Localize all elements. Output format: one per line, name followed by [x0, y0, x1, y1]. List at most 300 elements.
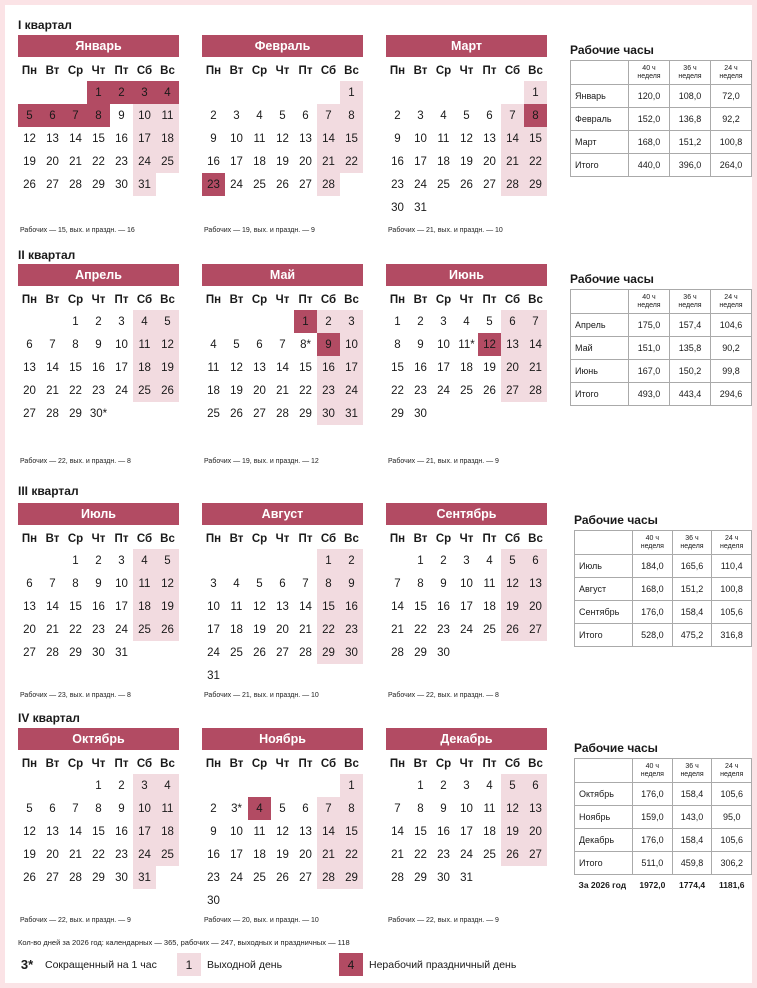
day-cell: 3 — [118, 554, 125, 567]
day-cell: 24 — [437, 384, 450, 397]
day-cell: 7 — [394, 577, 401, 590]
day-cell: 31 — [414, 201, 427, 214]
day-cell: 26 — [276, 178, 289, 191]
weekday-header: Пн — [21, 294, 38, 306]
hours-row-label: Февраль — [571, 108, 629, 131]
weekend-day-cell: 18 — [156, 127, 179, 150]
day-cell: 24 — [230, 178, 243, 191]
weekend-day-cell: 3 — [340, 310, 363, 333]
day-cell: 13 — [483, 132, 496, 145]
day-cell: 26 — [23, 871, 36, 884]
day-cell: 22 — [92, 848, 105, 861]
holiday-day-cell: 9 — [317, 333, 340, 356]
hours-row — [571, 383, 752, 406]
day-cell: 3* — [231, 802, 242, 815]
day-cell: 17 — [437, 361, 450, 374]
month-name: Сентябрь — [386, 503, 547, 525]
weekday-header: Вс — [160, 294, 175, 306]
weekend-day-cell: 5 — [501, 774, 524, 797]
weekend-day-cell: 25 — [133, 379, 156, 402]
day-cell: 16 — [437, 600, 450, 613]
weekend-day-cell: 14 — [501, 127, 524, 150]
day-cell: 26 — [276, 871, 289, 884]
weekday-header: Ср — [67, 758, 84, 770]
day-cell: 23 — [437, 848, 450, 861]
hours-row-label: Октябрь — [575, 783, 633, 806]
weekday-header: Сб — [320, 533, 337, 545]
weekday-header: Пн — [389, 533, 406, 545]
weekday-header: Ср — [435, 294, 452, 306]
hours-value: 493,0 — [629, 383, 670, 406]
hours-column-header: 36 ч неделя — [670, 290, 711, 314]
day-cell: 19 — [23, 155, 36, 168]
month-summary: Рабочих — 22, вых. и праздн. — 8 — [20, 458, 131, 465]
weekend-day-cell: 22 — [340, 150, 363, 173]
day-cell: 27 — [46, 871, 59, 884]
weekend-day-cell: 19 — [156, 356, 179, 379]
day-cell: 23 — [391, 178, 404, 191]
day-cell: 3 — [440, 315, 447, 328]
hours-row — [575, 624, 752, 647]
weekend-day-cell: 22 — [340, 843, 363, 866]
hours-value: 306,2 — [712, 852, 752, 875]
hours-row — [575, 783, 752, 806]
hours-value: 475,2 — [672, 624, 712, 647]
day-cell: 20 — [276, 623, 289, 636]
weekend-day-cell: 21 — [501, 150, 524, 173]
day-cell: 26 — [23, 178, 36, 191]
hours-value: 511,0 — [633, 852, 673, 875]
day-cell: 8 — [95, 802, 102, 815]
day-cell: 11 — [437, 132, 450, 145]
hours-value: 110,4 — [712, 555, 752, 578]
day-cell: 19 — [253, 623, 266, 636]
hours-header-blank — [571, 290, 629, 314]
weekday-header: Ср — [251, 533, 268, 545]
day-cell: 29 — [391, 407, 404, 420]
weekend-day-cell: 9 — [340, 572, 363, 595]
hours-value: 151,2 — [670, 131, 711, 154]
weekday-header: Пн — [205, 758, 222, 770]
day-cell: 21 — [46, 623, 59, 636]
calendar-page — [5, 5, 752, 983]
hours-row-label: Сентябрь — [575, 601, 633, 624]
month-summary: Рабочих — 21, вых. и праздн. — 10 — [388, 227, 503, 234]
day-cell: 28 — [46, 407, 59, 420]
day-cell: 28 — [69, 178, 82, 191]
hours-row-label: Итого — [571, 383, 629, 406]
day-cell: 5 — [279, 802, 286, 815]
hours-row — [575, 601, 752, 624]
day-cell: 17 — [230, 848, 243, 861]
day-cell: 1 — [72, 554, 79, 567]
day-cell: 31 — [207, 669, 220, 682]
year-total-row — [575, 875, 752, 895]
hours-column-header: 36 ч неделя — [670, 61, 711, 85]
day-grid — [386, 529, 547, 664]
day-cell: 3 — [233, 109, 240, 122]
day-cell: 2 — [210, 802, 217, 815]
weekday-header: Вс — [344, 758, 359, 770]
weekday-header: Вс — [160, 758, 175, 770]
day-cell: 20 — [299, 155, 312, 168]
day-cell: 29 — [92, 178, 105, 191]
day-cell: 14 — [299, 600, 312, 613]
day-cell: 2 — [394, 109, 401, 122]
weekend-day-cell: 2 — [317, 310, 340, 333]
weekend-day-cell: 3 — [133, 774, 156, 797]
hours-row — [575, 829, 752, 852]
holiday-day-cell: 3 — [133, 81, 156, 104]
year-total-value: 1774,4 — [679, 879, 706, 890]
day-cell: 24 — [414, 178, 427, 191]
weekday-header: Сб — [504, 294, 521, 306]
day-cell: 28 — [69, 871, 82, 884]
hours-column-header: 40 ч неделя — [629, 61, 670, 85]
month-name: Октябрь — [18, 728, 179, 750]
hours-value: 158,4 — [672, 829, 712, 852]
hours-row — [575, 555, 752, 578]
weekend-day-cell: 15 — [524, 127, 547, 150]
day-cell: 6 — [26, 577, 33, 590]
day-cell: 16 — [115, 132, 128, 145]
weekday-header: Ср — [67, 533, 84, 545]
weekday-header: Ср — [251, 294, 268, 306]
day-cell: 9 — [118, 802, 125, 815]
weekday-header: Вт — [229, 294, 244, 306]
day-cell: 10 — [460, 577, 473, 590]
hours-value: 135,8 — [670, 337, 711, 360]
day-grid — [386, 754, 547, 889]
weekday-header: Пн — [21, 65, 38, 77]
weekday-header: Вс — [344, 533, 359, 545]
day-cell: 24 — [207, 646, 220, 659]
day-cell: 25 — [253, 871, 266, 884]
weekday-header: Чт — [275, 294, 290, 306]
month-name: Июнь — [386, 264, 547, 286]
hours-value: 100,8 — [711, 131, 752, 154]
day-cell: 15 — [414, 825, 427, 838]
day-cell: 21 — [391, 623, 404, 636]
day-cell: 15 — [92, 825, 105, 838]
day-cell: 25 — [483, 623, 496, 636]
weekend-day-cell: 20 — [524, 820, 547, 843]
weekend-day-cell: 14 — [317, 127, 340, 150]
working-hours-table — [574, 530, 752, 647]
day-cell: 19 — [23, 848, 36, 861]
day-cell: 13 — [23, 600, 36, 613]
weekday-header: Сб — [504, 758, 521, 770]
day-cell: 10 — [414, 132, 427, 145]
day-cell: 18 — [253, 155, 266, 168]
day-cell: 19 — [460, 155, 473, 168]
day-cell: 15 — [69, 361, 82, 374]
hours-value: 143,0 — [672, 806, 712, 829]
weekend-day-cell: 29 — [340, 866, 363, 889]
weekend-day-cell: 6 — [501, 310, 524, 333]
day-cell: 19 — [276, 155, 289, 168]
weekend-day-cell: 21 — [317, 843, 340, 866]
day-cell: 15 — [69, 600, 82, 613]
month-name: Июль — [18, 503, 179, 525]
day-cell: 28 — [391, 646, 404, 659]
day-cell: 21 — [69, 848, 82, 861]
weekday-header: Чт — [275, 65, 290, 77]
day-cell: 9 — [394, 132, 401, 145]
weekday-header: Вс — [344, 294, 359, 306]
day-cell: 14 — [46, 600, 59, 613]
day-cell: 8 — [417, 577, 424, 590]
weekend-day-cell: 8 — [340, 797, 363, 820]
holiday-day-cell: 2 — [110, 81, 133, 104]
month-calendar — [386, 503, 547, 664]
hours-value: 72,0 — [711, 85, 752, 108]
working-hours-block — [574, 510, 752, 647]
day-cell: 18 — [483, 600, 496, 613]
day-cell: 24 — [115, 623, 128, 636]
day-grid — [386, 61, 547, 219]
day-cell: 14 — [276, 361, 289, 374]
weekend-day-cell: 22 — [317, 618, 340, 641]
month-calendar — [202, 35, 363, 196]
weekend-day-cell: 7 — [317, 797, 340, 820]
weekday-header: Ср — [251, 65, 268, 77]
weekday-header: Пн — [389, 294, 406, 306]
hours-row — [571, 314, 752, 337]
day-cell: 11 — [253, 132, 266, 145]
working-hours-table — [570, 289, 752, 406]
hours-value: 176,0 — [633, 783, 673, 806]
day-cell: 24 — [230, 871, 243, 884]
weekday-header: Сб — [136, 65, 153, 77]
weekend-day-cell: 11 — [133, 333, 156, 356]
weekend-day-cell: 14 — [317, 820, 340, 843]
day-cell: 20 — [23, 384, 36, 397]
weekend-day-cell: 25 — [156, 843, 179, 866]
day-cell: 16 — [92, 600, 105, 613]
weekday-header: Пн — [21, 758, 38, 770]
month-summary: Рабочих — 15, вых. и праздн. — 16 — [20, 227, 135, 234]
hours-value: 136,8 — [670, 108, 711, 131]
hours-value: 459,8 — [672, 852, 712, 875]
holiday-day-cell: 8 — [87, 104, 110, 127]
weekend-day-cell: 4 — [133, 310, 156, 333]
weekday-header: Чт — [275, 758, 290, 770]
weekday-header: Вс — [160, 65, 175, 77]
day-cell: 1 — [417, 779, 424, 792]
month-summary: Рабочих — 20, вых. и праздн. — 10 — [204, 917, 319, 924]
day-cell: 27 — [253, 407, 266, 420]
day-cell: 23 — [207, 871, 220, 884]
day-cell: 8 — [417, 802, 424, 815]
day-cell: 20 — [253, 384, 266, 397]
hours-row — [575, 578, 752, 601]
hours-value: 150,2 — [670, 360, 711, 383]
weekday-header: Ср — [251, 758, 268, 770]
day-cell: 11 — [483, 577, 496, 590]
hours-header-blank — [571, 61, 629, 85]
working-hours-table — [574, 758, 752, 895]
day-cell: 26 — [230, 407, 243, 420]
day-cell: 22 — [69, 623, 82, 636]
day-cell: 23 — [115, 155, 128, 168]
hours-column-header: 40 ч неделя — [629, 290, 670, 314]
day-cell: 31 — [460, 871, 473, 884]
weekend-day-cell: 25 — [156, 150, 179, 173]
weekend-day-cell: 8 — [340, 104, 363, 127]
weekend-day-cell: 24 — [133, 843, 156, 866]
day-cell: 27 — [299, 178, 312, 191]
month-calendar — [202, 503, 363, 687]
weekday-header: Пт — [298, 65, 313, 77]
weekend-day-cell: 18 — [156, 820, 179, 843]
day-cell: 21 — [69, 155, 82, 168]
holiday-day-cell: 23 — [202, 173, 225, 196]
day-cell: 2 — [440, 554, 447, 567]
day-cell: 4 — [210, 338, 217, 351]
shortened-day-sample: 3* — [20, 957, 34, 972]
weekday-header: Пн — [389, 65, 406, 77]
day-cell: 3 — [463, 554, 470, 567]
day-cell: 19 — [276, 848, 289, 861]
day-cell: 23 — [115, 848, 128, 861]
hours-value: 176,0 — [633, 601, 673, 624]
weekday-header: Сб — [320, 758, 337, 770]
weekday-header: Ср — [67, 65, 84, 77]
day-cell: 13 — [23, 361, 36, 374]
day-cell: 5 — [463, 109, 470, 122]
day-cell: 6 — [26, 338, 33, 351]
weekday-header: Ср — [435, 758, 452, 770]
weekend-day-cell: 12 — [156, 333, 179, 356]
weekend-day-cell: 7 — [317, 104, 340, 127]
weekday-header: Вт — [45, 294, 60, 306]
weekend-day-cell: 25 — [133, 618, 156, 641]
weekend-day-cell: 11 — [133, 572, 156, 595]
month-name: Август — [202, 503, 363, 525]
day-cell: 28 — [276, 407, 289, 420]
day-cell: 11 — [253, 825, 266, 838]
day-cell: 30 — [92, 646, 105, 659]
day-cell: 30 — [391, 201, 404, 214]
day-cell: 8 — [394, 338, 401, 351]
weekend-day-cell: 8 — [317, 572, 340, 595]
hours-value: 158,4 — [672, 601, 712, 624]
day-cell: 11 — [230, 600, 243, 613]
day-cell: 25 — [460, 384, 473, 397]
day-cell: 4 — [256, 109, 263, 122]
month-calendar — [386, 264, 547, 425]
hours-row-label: Итого — [575, 852, 633, 875]
hours-value: 157,4 — [670, 314, 711, 337]
day-cell: 6 — [279, 577, 286, 590]
day-cell: 29 — [299, 407, 312, 420]
weekend-day-cell: 2 — [340, 549, 363, 572]
weekend-day-cell: 13 — [524, 797, 547, 820]
day-cell: 2 — [417, 315, 424, 328]
day-grid — [202, 754, 363, 912]
weekday-header: Вс — [528, 758, 543, 770]
day-cell: 30 — [115, 178, 128, 191]
hours-value: 105,6 — [712, 829, 752, 852]
day-cell: 23 — [92, 623, 105, 636]
month-name: Май — [202, 264, 363, 286]
weekend-day-cell: 24 — [340, 379, 363, 402]
day-grid — [18, 754, 179, 889]
day-cell: 25 — [483, 848, 496, 861]
day-cell: 3 — [118, 315, 125, 328]
month-name: Март — [386, 35, 547, 57]
weekend-day-cell: 5 — [156, 310, 179, 333]
day-cell: 13 — [276, 600, 289, 613]
day-cell: 12 — [276, 132, 289, 145]
day-cell: 22 — [414, 848, 427, 861]
day-cell: 10 — [460, 802, 473, 815]
weekday-header: Пт — [298, 294, 313, 306]
weekend-day-cell: 16 — [317, 356, 340, 379]
hours-value: 105,6 — [712, 601, 752, 624]
day-grid — [202, 290, 363, 425]
day-cell: 26 — [460, 178, 473, 191]
weekend-day-cell: 4 — [156, 774, 179, 797]
hours-column-header: 36 ч неделя — [672, 531, 712, 555]
year-total-value: 1181,6 — [718, 879, 745, 890]
hours-value: 105,6 — [712, 783, 752, 806]
day-cell: 5 — [279, 109, 286, 122]
year-total-value: 1972,0 — [639, 879, 666, 890]
day-cell: 12 — [23, 825, 36, 838]
hours-header-row — [575, 531, 752, 555]
weekend-day-cell: 13 — [501, 333, 524, 356]
day-cell: 16 — [391, 155, 404, 168]
hours-value: 92,2 — [711, 108, 752, 131]
day-cell: 17 — [460, 600, 473, 613]
day-cell: 2 — [440, 779, 447, 792]
day-grid — [202, 529, 363, 687]
month-summary: Рабочих — 22, вых. и праздн. — 9 — [388, 917, 499, 924]
weekend-day-cell: 26 — [501, 843, 524, 866]
day-cell: 14 — [69, 132, 82, 145]
weekend-day-cell: 23 — [340, 618, 363, 641]
day-cell: 2 — [210, 109, 217, 122]
day-cell: 30 — [437, 871, 450, 884]
month-summary: Рабочих — 22, вых. и праздн. — 8 — [388, 692, 499, 699]
day-cell: 6 — [302, 802, 309, 815]
day-cell: 7 — [279, 338, 286, 351]
weekday-header: Вс — [344, 65, 359, 77]
day-cell: 22 — [69, 384, 82, 397]
weekday-header: Чт — [459, 65, 474, 77]
hours-row-label: Март — [571, 131, 629, 154]
weekday-header: Вт — [45, 533, 60, 545]
quarter-title: III квартал — [18, 484, 79, 498]
month-name: Апрель — [18, 264, 179, 286]
weekend-day-cell: 16 — [340, 595, 363, 618]
weekend-day-cell: 20 — [501, 356, 524, 379]
hours-row — [575, 852, 752, 875]
day-cell: 17 — [230, 155, 243, 168]
day-cell: 1 — [417, 554, 424, 567]
weekday-header: Пн — [389, 758, 406, 770]
day-cell: 15 — [92, 132, 105, 145]
weekend-day-cell: 1 — [317, 549, 340, 572]
hours-header-row — [575, 759, 752, 783]
hours-value: 165,6 — [672, 555, 712, 578]
weekend-day-cell: 18 — [133, 595, 156, 618]
hours-value: 316,8 — [712, 624, 752, 647]
day-cell: 5 — [233, 338, 240, 351]
day-cell: 5 — [486, 315, 493, 328]
